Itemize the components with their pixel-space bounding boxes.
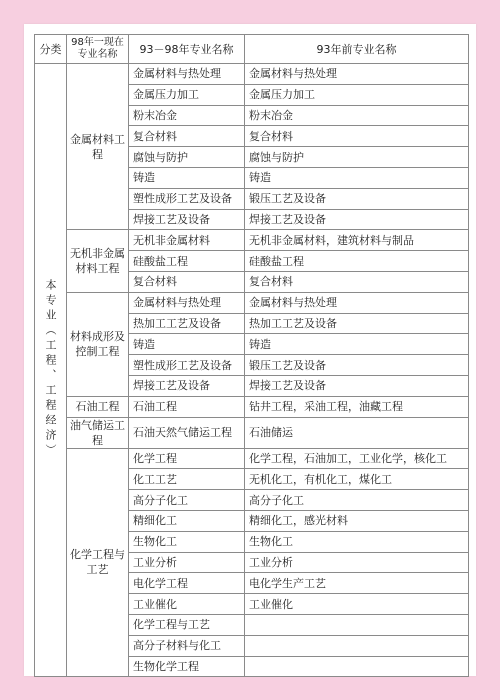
current-major-name: 金属材料工程 (67, 64, 129, 230)
old-major-name: 硅酸盐工程 (245, 251, 469, 272)
old-major-name: 工业分析 (245, 552, 469, 573)
mid-major-name: 铸造 (129, 167, 245, 188)
mid-major-name: 化学工程与工艺 (129, 614, 245, 635)
table-row (35, 64, 469, 85)
table-row (35, 448, 469, 469)
old-major-name (245, 635, 469, 656)
header-row (35, 35, 469, 64)
old-major-name: 精细化工，感光材料 (245, 510, 469, 531)
old-major-name: 无机非金属材料，建筑材料与制品 (245, 230, 469, 251)
mid-major-name: 石油天然气储运工程 (129, 417, 245, 448)
mid-major-name: 工业分析 (129, 552, 245, 573)
old-major-name: 复合材料 (245, 126, 469, 147)
current-major-name: 无机非金属材料工程 (67, 230, 129, 292)
old-major-name: 钻井工程，采油工程，油藏工程 (245, 396, 469, 417)
mid-major-name: 焊接工艺及设备 (129, 375, 245, 396)
mid-major-name: 电化学工程 (129, 573, 245, 594)
old-major-name: 锻压工艺及设备 (245, 355, 469, 376)
old-major-name: 粉末冶金 (245, 105, 469, 126)
mid-major-name: 复合材料 (129, 126, 245, 147)
table-row (35, 230, 469, 251)
table-body (35, 64, 469, 677)
mid-major-name: 塑性成形工艺及设备 (129, 355, 245, 376)
mid-major-name: 化学工程 (129, 448, 245, 469)
mid-major-name: 铸造 (129, 334, 245, 355)
old-major-name: 腐蚀与防护 (245, 147, 469, 168)
mid-major-name: 高分子材料与化工 (129, 635, 245, 656)
header-old-name: 93年前专业名称 (245, 35, 469, 64)
mid-major-name: 焊接工艺及设备 (129, 209, 245, 230)
mid-major-name: 金属材料与热处理 (129, 292, 245, 313)
table-row (35, 292, 469, 313)
major-mapping-table (34, 34, 469, 677)
mid-major-name: 硅酸盐工程 (129, 251, 245, 272)
mid-major-name: 化工工艺 (129, 469, 245, 490)
mid-major-name: 金属材料与热处理 (129, 64, 245, 85)
category-cell (35, 64, 67, 677)
old-major-name (245, 656, 469, 677)
mid-major-name: 复合材料 (129, 271, 245, 292)
old-major-name: 金属材料与热处理 (245, 64, 469, 85)
old-major-name: 石油储运 (245, 417, 469, 448)
table-row (35, 417, 469, 448)
current-major-name: 材料成形及控制工程 (67, 292, 129, 396)
mid-major-name: 腐蚀与防护 (129, 147, 245, 168)
old-major-name: 铸造 (245, 167, 469, 188)
old-major-name: 高分子化工 (245, 490, 469, 511)
old-major-name: 金属压力加工 (245, 84, 469, 105)
document-page (24, 24, 476, 676)
current-major-name: 油气储运工程 (67, 417, 129, 448)
mid-major-name: 金属压力加工 (129, 84, 245, 105)
mid-major-name: 生物化工 (129, 531, 245, 552)
old-major-name: 铸造 (245, 334, 469, 355)
mid-major-name: 生物化学工程 (129, 656, 245, 677)
header-mid-name: 93－98年专业名称 (129, 35, 245, 64)
old-major-name: 焊接工艺及设备 (245, 209, 469, 230)
mid-major-name: 工业催化 (129, 594, 245, 615)
mid-major-name: 石油工程 (129, 396, 245, 417)
table-row (35, 396, 469, 417)
current-major-name: 化学工程与工艺 (67, 448, 129, 677)
old-major-name: 热加工工艺及设备 (245, 313, 469, 334)
old-major-name: 焊接工艺及设备 (245, 375, 469, 396)
category-label: 本专业（工程、工程经济） (44, 278, 57, 459)
mid-major-name: 粉末冶金 (129, 105, 245, 126)
mid-major-name: 热加工工艺及设备 (129, 313, 245, 334)
old-major-name: 金属材料与热处理 (245, 292, 469, 313)
old-major-name: 复合材料 (245, 271, 469, 292)
mid-major-name: 精细化工 (129, 510, 245, 531)
old-major-name: 电化学生产工艺 (245, 573, 469, 594)
old-major-name: 生物化工 (245, 531, 469, 552)
mid-major-name: 无机非金属材料 (129, 230, 245, 251)
header-current-name: 98年一现在专业名称 (67, 35, 129, 64)
old-major-name: 工业催化 (245, 594, 469, 615)
header-category: 分类 (35, 35, 67, 64)
mid-major-name: 塑性成形工艺及设备 (129, 188, 245, 209)
old-major-name (245, 614, 469, 635)
current-major-name: 石油工程 (67, 396, 129, 417)
mid-major-name: 高分子化工 (129, 490, 245, 511)
old-major-name: 锻压工艺及设备 (245, 188, 469, 209)
old-major-name: 化学工程，石油加工，工业化学，核化工 (245, 448, 469, 469)
old-major-name: 无机化工，有机化工，煤化工 (245, 469, 469, 490)
